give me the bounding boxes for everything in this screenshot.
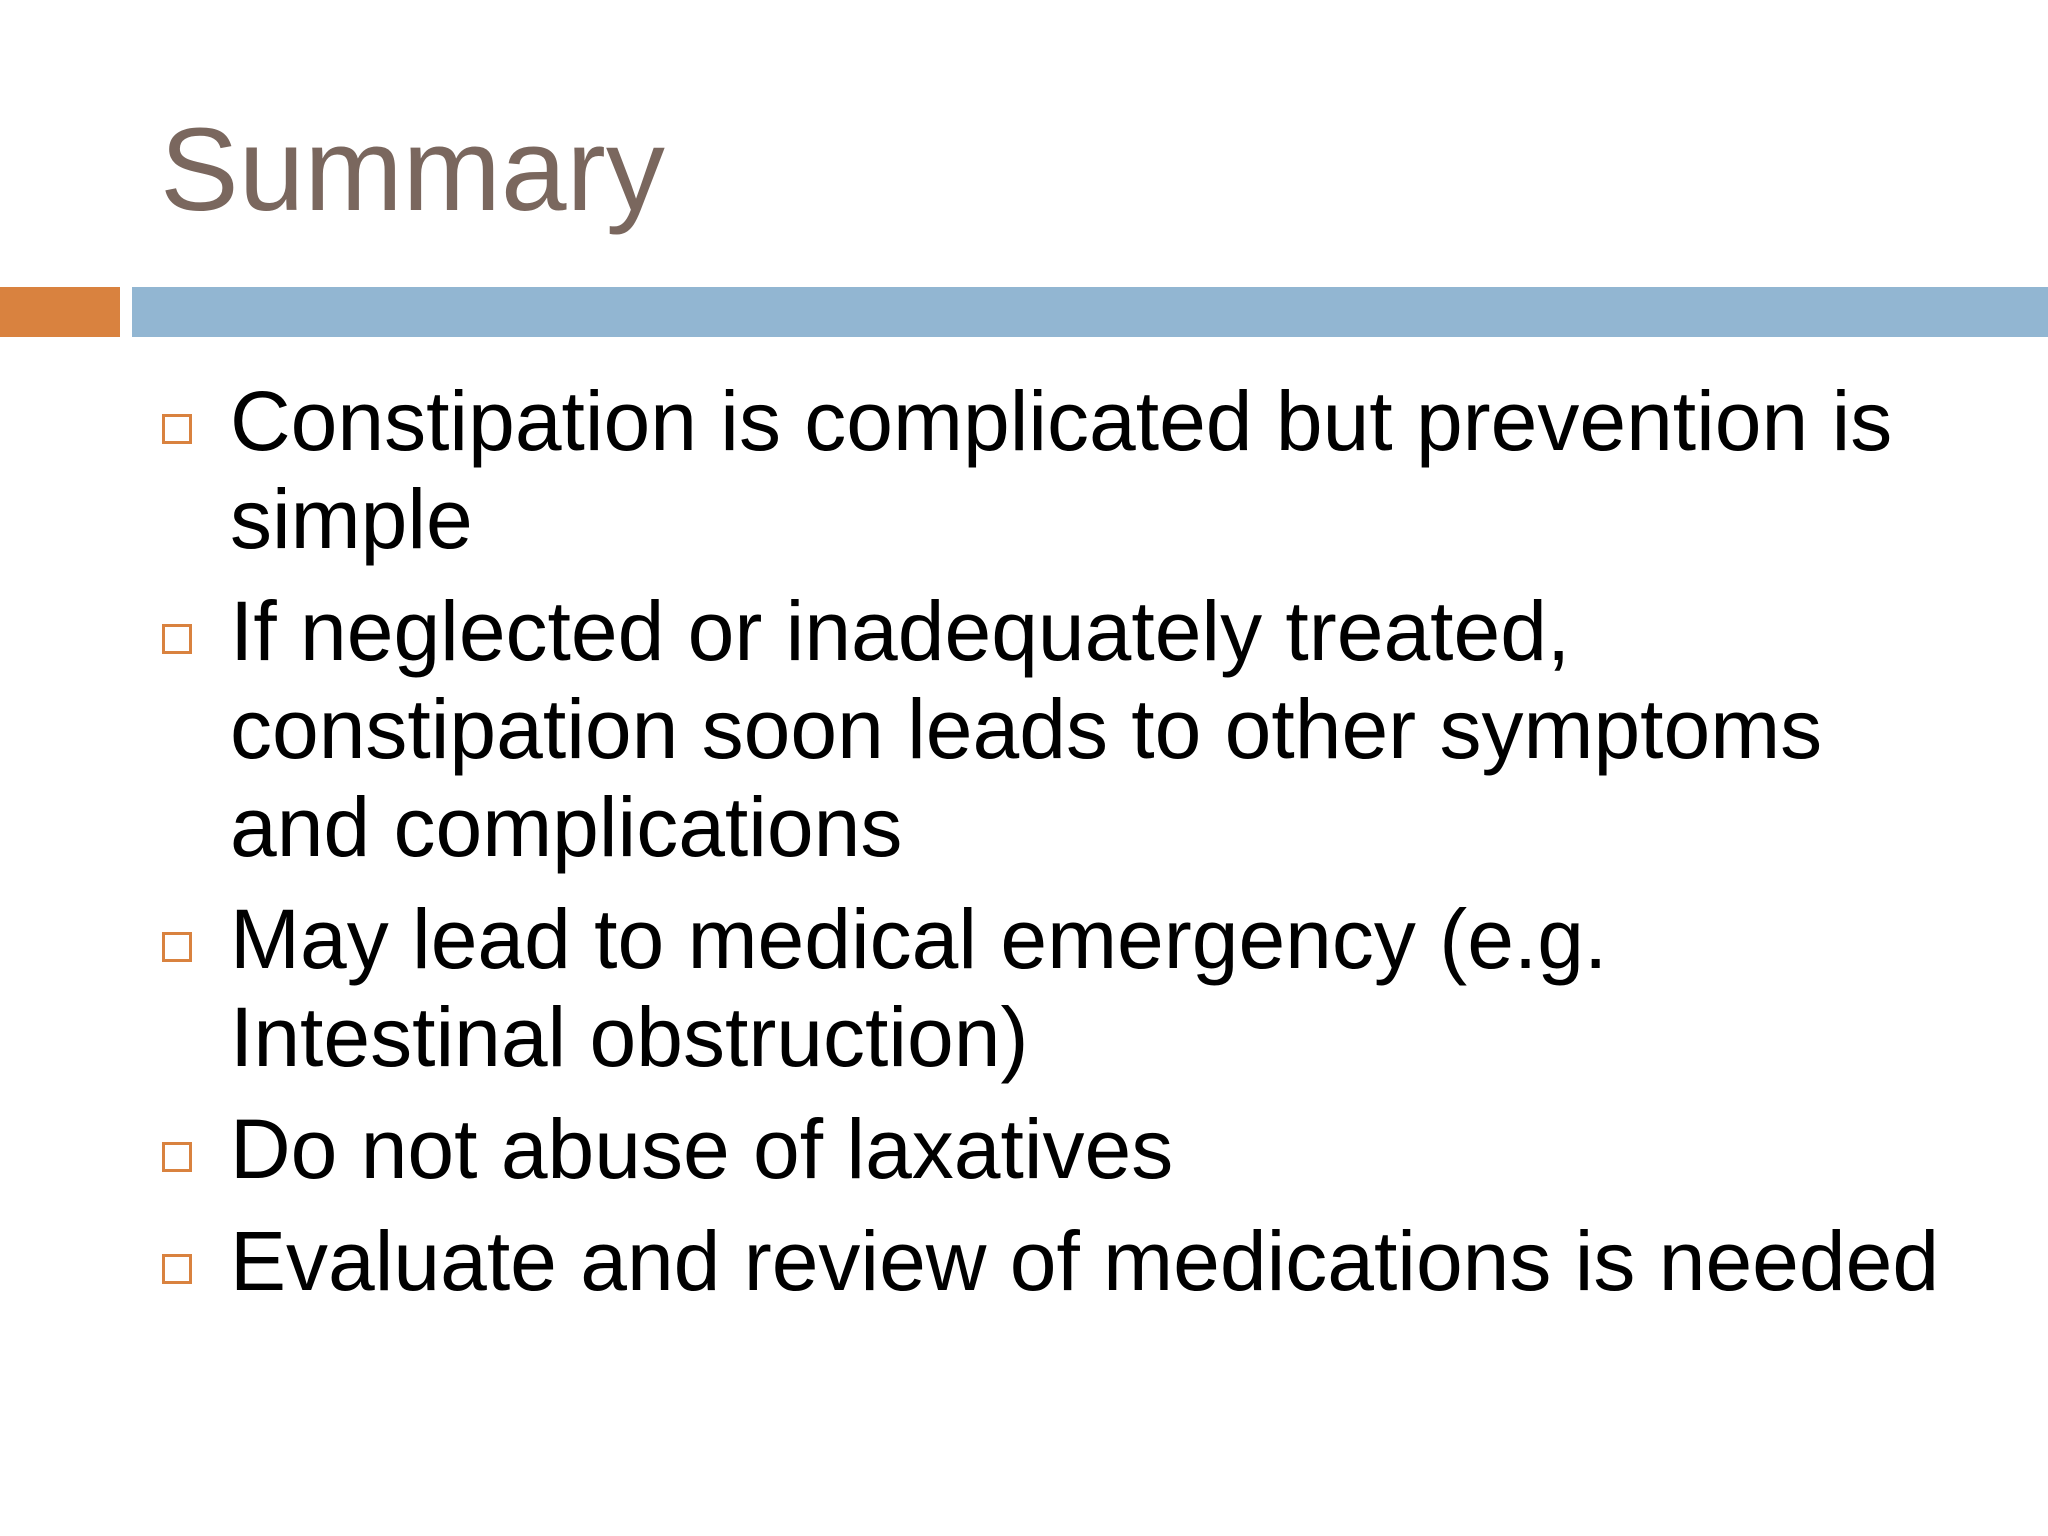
bullet-item: [160, 890, 1960, 1086]
title-divider-bar: [132, 287, 2048, 337]
bullet-list: [160, 372, 1960, 1324]
square-bullet-icon: [162, 1142, 192, 1172]
bullet-text: May lead to medical emergency (e.g. Intestinal obstruction): [230, 892, 1608, 1084]
square-bullet-icon: [162, 1254, 192, 1284]
square-bullet-icon: [162, 414, 192, 444]
bullet-text: Evaluate and review of medications is needed: [230, 1214, 1940, 1308]
slide-title: Summary: [160, 104, 665, 236]
bullet-text: Do not abuse of laxatives: [230, 1102, 1174, 1196]
bullet-item: [160, 1100, 1960, 1198]
square-bullet-icon: [162, 624, 192, 654]
bullet-item: [160, 372, 1960, 568]
square-bullet-icon: [162, 932, 192, 962]
bullet-item: [160, 1212, 1960, 1310]
bullet-text: If neglected or inadequately treated, constipation soon leads to other symptoms and complications: [230, 584, 1823, 874]
bullet-item: [160, 582, 1960, 876]
bullet-text: Constipation is complicated but prevention is simple: [230, 374, 1893, 566]
title-accent-bar: [0, 287, 120, 337]
